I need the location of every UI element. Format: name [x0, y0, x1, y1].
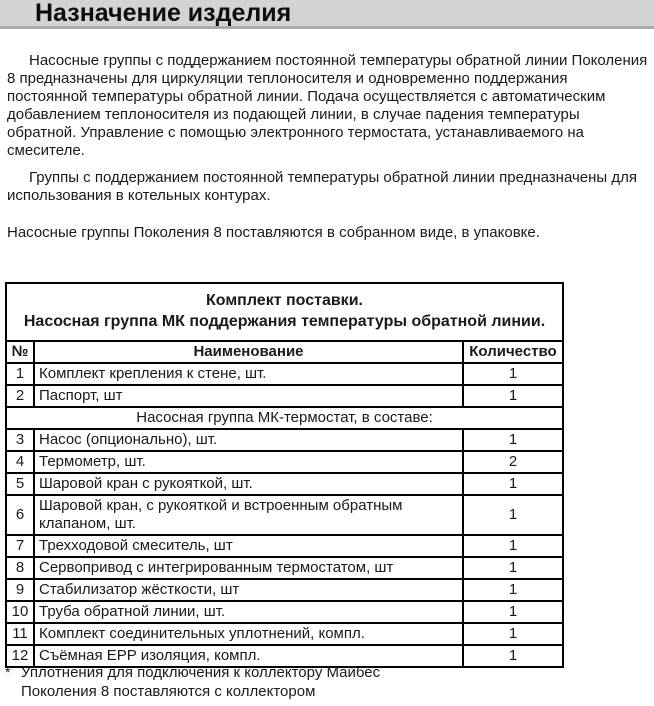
body-text-block: [7, 52, 649, 242]
table-cell-num: 2: [6, 385, 34, 407]
table-cell-name: Шаровой кран, с рукояткой и встроенным обратным клапаном, шт.: [34, 495, 463, 535]
table-cell-name: Стабилизатор жёсткости, шт: [34, 579, 463, 601]
table-cell-name: Насос (опционально), шт.: [34, 429, 463, 451]
paragraph-usage: Группы с поддержанием постоянной температуры обратной линии предназначены для использования в котельных контурах.: [7, 169, 637, 204]
footnote-text: [20, 663, 380, 701]
table-cell-num: 1: [6, 363, 34, 385]
table-cell-qty: 1: [463, 535, 563, 557]
table-cell-qty: 1: [463, 601, 563, 623]
table-row: [6, 535, 563, 557]
table-caption: [6, 283, 563, 341]
table-cell-qty: 1: [463, 579, 563, 601]
table-cell-num: 12: [6, 645, 34, 667]
column-header-number: №: [6, 341, 34, 363]
table-row: [6, 623, 563, 645]
table-cell-num: 8: [6, 557, 34, 579]
delivery-set-table: [5, 282, 564, 668]
table-cell-name: Труба обратной линии, шт.: [34, 601, 463, 623]
table-cell-name: Комплект крепления к стене, шт.: [34, 363, 463, 385]
table-section-row: [6, 407, 563, 429]
table-row: [6, 495, 563, 535]
table-row: [6, 579, 563, 601]
table-cell-qty: 1: [463, 623, 563, 645]
section-label: Насосная группа МК-термостат, в составе:: [6, 407, 563, 429]
table-cell-name: Паспорт, шт: [34, 385, 463, 407]
table-cell-name: Комплект соединительных уплотнений, компл.: [34, 623, 463, 645]
table-cell-num: 7: [6, 535, 34, 557]
table-cell-num: 3: [6, 429, 34, 451]
page-title: Назначение изделия: [35, 0, 292, 27]
table-cell-num: 6: [6, 495, 34, 535]
column-header-quantity: Количество: [463, 341, 563, 363]
table-cell-num: 4: [6, 451, 34, 473]
table-cell-qty: 1: [463, 645, 563, 667]
table-caption-row: [6, 283, 563, 341]
table-header-row: [6, 341, 563, 363]
table-cell-qty: 1: [463, 363, 563, 385]
table-cell-qty: 1: [463, 495, 563, 535]
table-cell-name: Съёмная EPP изоляция, компл.: [34, 645, 463, 667]
table-row: [6, 363, 563, 385]
table-cell-qty: 1: [463, 557, 563, 579]
table-cell-name: Трехходовой смеситель, шт: [34, 535, 463, 557]
table-row: [6, 451, 563, 473]
table-cell-name: Термометр, шт.: [34, 451, 463, 473]
section-title-bar: [0, 0, 654, 29]
paragraph-delivery: Насосные группы Поколения 8 поставляются в собранном виде, в упаковке.: [7, 224, 540, 241]
footnote: [5, 663, 605, 701]
table-row: [6, 557, 563, 579]
table-row: [6, 429, 563, 451]
table-caption-line1: Комплект поставки.: [206, 292, 363, 309]
table-caption-line2: Насосная группа МК поддержания температуры обратной линии.: [23, 313, 546, 330]
column-header-name: Наименование: [34, 341, 463, 363]
table-cell-num: 11: [6, 623, 34, 645]
table-cell-num: 9: [6, 579, 34, 601]
table-cell-num: 5: [6, 473, 34, 495]
table-row: [6, 473, 563, 495]
table-row: [6, 385, 563, 407]
table-cell-qty: 2: [463, 451, 563, 473]
table-cell-qty: 1: [463, 385, 563, 407]
table-cell-name: Шаровой кран с рукояткой, шт.: [34, 473, 463, 495]
footnote-line1: Уплотнения для подключения к коллектору Майбес: [21, 664, 381, 681]
paragraph-purpose: Насосные группы с поддержанием постоянной температуры обратной линии Поколения 8 предназначены для циркуляции теплоносителя и одновременно поддержания постоянной температуры обратной линии. Подача осуществляется с автоматическим добавлением теплоносителя из подающей линии, в случае падения температуры обратной. Управление с помощью электронного термостата, устанавливаемого на смесителе.: [7, 52, 648, 159]
footnote-asterisk: *: [5, 664, 11, 680]
footnote-line2: Поколения 8 поставляются с коллектором: [21, 683, 316, 700]
table-cell-num: 10: [6, 601, 34, 623]
table-cell-qty: 1: [463, 473, 563, 495]
table-row: [6, 601, 563, 623]
table-cell-qty: 1: [463, 429, 563, 451]
table-cell-name: Сервопривод с интегрированным термостатом, шт: [34, 557, 463, 579]
